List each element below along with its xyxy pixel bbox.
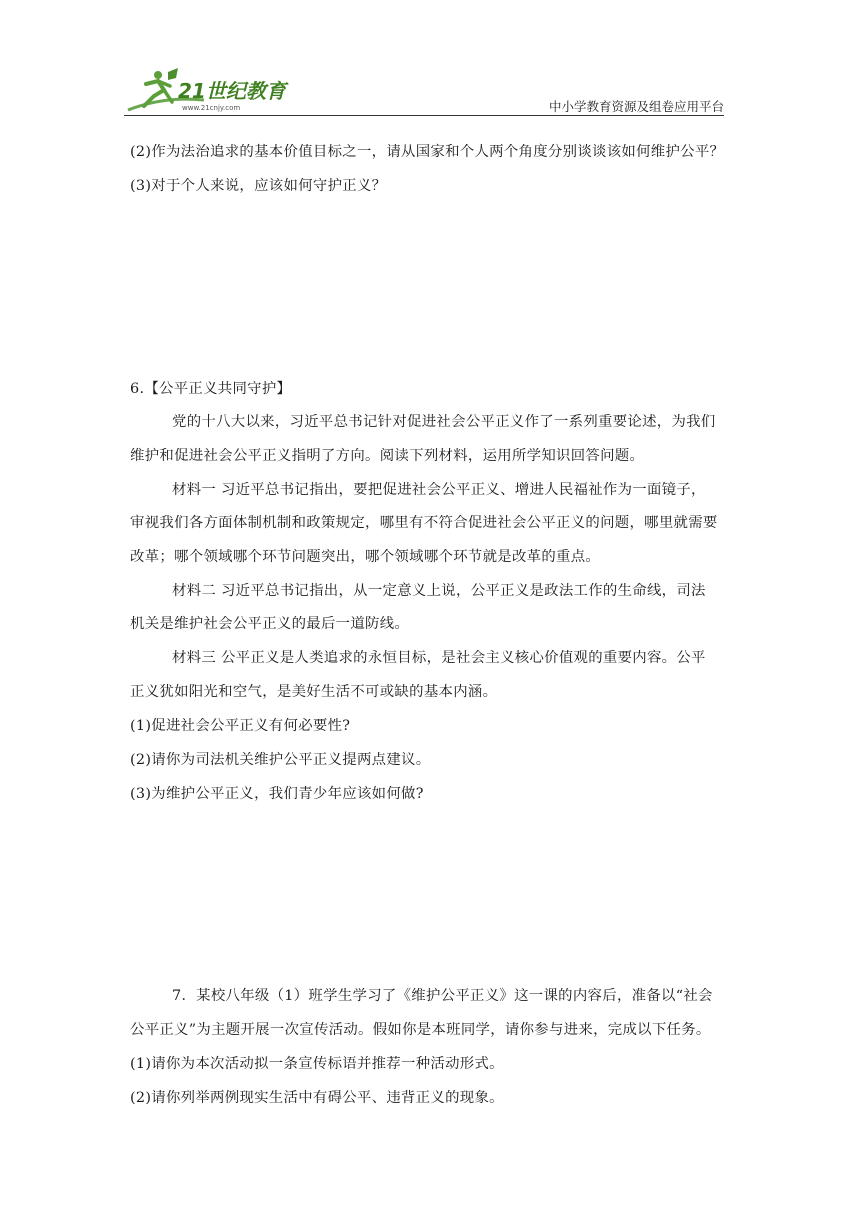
q6-title: 6.【公平正义共同守护】: [130, 381, 292, 397]
q6-material1-line3: 改革；哪个领域哪个环节问题突出，哪个领域哪个环节就是改革的重点。: [130, 549, 601, 565]
platform-name: 中小学教育资源及组卷应用平台: [548, 99, 724, 114]
page-header: [124, 66, 724, 116]
q6-material1-line1: 材料一 习近平总书记指出，要把促进社会公平正义、增进人民福祉作为一面镜子，: [172, 482, 706, 498]
q6-material3-line1: 材料三 公平正义是人类追求的永恒目标，是社会主义核心价值观的重要内容。公平: [172, 650, 706, 666]
q6-sub1: (1)促进社会公平正义有何必要性?: [130, 718, 351, 734]
logo-21cnjy: [124, 66, 294, 114]
q6-material2-line2: 机关是维护社会公平正义的最后一道防线。: [130, 616, 410, 632]
q5-sub2: (2)作为法治追求的基本价值目标之一，请从国家和个人两个角度分别谈谈该如何维护公平？: [130, 144, 725, 160]
header-divider: [124, 115, 724, 116]
logo-url: www.21cnjy.com: [182, 104, 241, 112]
q6-intro-line2: 维护和促进社会公平正义指明了方向。阅读下列材料，运用所学知识回答问题。: [130, 448, 645, 464]
q6-material2-line1: 材料二 习近平总书记指出，从一定意义上说，公平正义是政法工作的生命线，司法: [172, 583, 706, 599]
q6-material1-line2: 审视我们各方面体制机制和政策规定，哪里有不符合促进社会公平正义的问题，哪里就需要: [130, 515, 718, 531]
q7-sub1: (1)请你为本次活动拟一条宣传标语并推荐一种活动形式。: [130, 1056, 504, 1072]
q6-sub3: (3)为维护公平正义，我们青少年应该如何做?: [130, 786, 424, 802]
q7-line1: 7．某校八年级（1）班学生学习了《维护公平正义》这一课的内容后，准备以“社会: [172, 988, 713, 1004]
q7-line2: 公平正义”为主题开展一次宣传活动。假如你是本班同学，请你参与进来，完成以下任务。: [130, 1022, 711, 1038]
q6-material3-line2: 正义犹如阳光和空气，是美好生活不可或缺的基本内涵。: [130, 684, 498, 700]
q6-intro-line1: 党的十八大以来，习近平总书记针对促进社会公平正义作了一系列重要论述，为我们: [172, 414, 716, 430]
q7-sub2: (2)请你列举两例现实生活中有碍公平、违背正义的现象。: [130, 1090, 504, 1106]
logo-text: 21世纪教育: [178, 79, 286, 103]
q5-sub3: (3)对于个人来说，应该如何守护正义？: [130, 178, 387, 194]
q6-sub2: (2)请你为司法机关维护公平正义提两点建议。: [130, 752, 431, 768]
